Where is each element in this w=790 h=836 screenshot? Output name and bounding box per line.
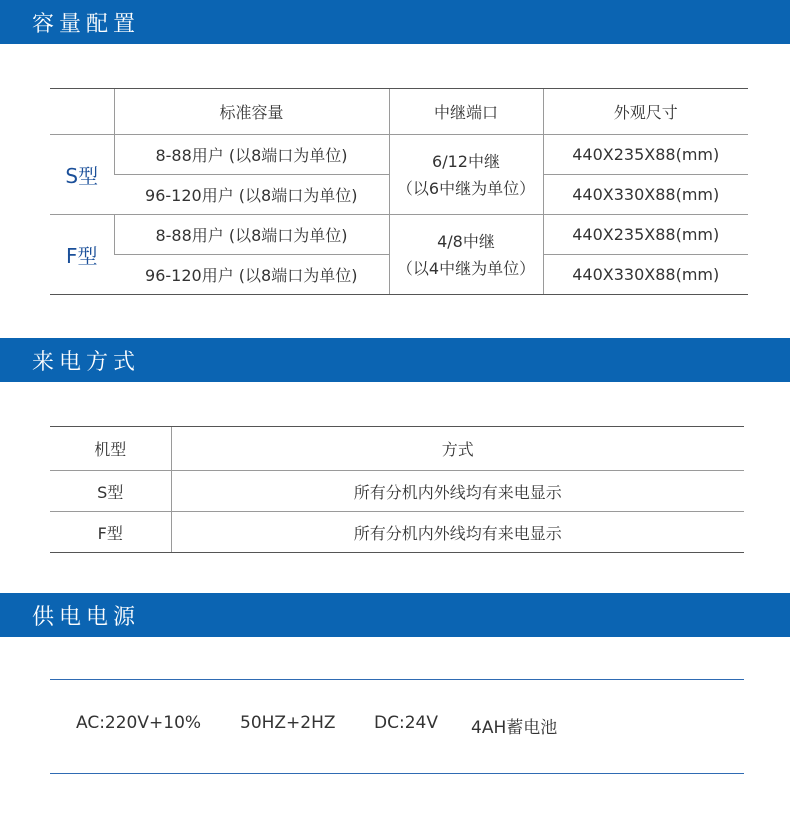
section-title-incoming: 来电方式: [32, 349, 141, 375]
table-row: [50, 135, 748, 175]
trunk-line: 4/8中继: [437, 231, 495, 251]
trunk-line: 6/12中继: [432, 151, 500, 171]
mode-cell: 所有分机内外线均有来电显示: [171, 512, 744, 553]
header-cell-empty: [50, 89, 114, 135]
table-header-row: [50, 427, 744, 471]
header-cell-capacity: 标准容量: [114, 89, 389, 135]
spec-battery: 4AH蓄电池: [471, 718, 558, 738]
header-cell-trunk: 中继端口: [389, 89, 543, 135]
section-title-capacity: 容量配置: [32, 11, 141, 37]
header-cell-size: 外观尺寸: [543, 89, 748, 135]
model-cell: S型: [50, 471, 171, 512]
capacity-cell: 96-120用户 (以8端口为单位): [114, 175, 389, 215]
header-cell-model: 机型: [50, 427, 171, 471]
model-cell-f: F型: [50, 215, 114, 295]
trunk-unit-line: （以6中继为单位）: [396, 178, 536, 198]
section-title-power: 供电电源: [32, 604, 141, 630]
size-cell: 440X330X88(mm): [543, 255, 748, 295]
section-header-capacity: [0, 0, 790, 44]
capacity-cell: 8-88用户 (以8端口为单位): [114, 135, 389, 175]
divider-bottom: [50, 773, 744, 774]
table-row: [50, 471, 744, 512]
header-cell-mode: 方式: [171, 427, 744, 471]
section-header-power: [0, 593, 790, 637]
capacity-cell: 96-120用户 (以8端口为单位): [114, 255, 389, 295]
trunk-cell-f: [389, 215, 543, 295]
spec-ac: AC:220V+10%: [76, 713, 202, 733]
capacity-cell: 8-88用户 (以8端口为单位): [114, 215, 389, 255]
power-specs: [76, 713, 557, 738]
size-cell: 440X330X88(mm): [543, 175, 748, 215]
incoming-call-table: [50, 426, 744, 553]
size-cell: 440X235X88(mm): [543, 215, 748, 255]
size-cell: 440X235X88(mm): [543, 135, 748, 175]
trunk-unit-line: （以4中继为单位）: [396, 258, 536, 278]
section-header-incoming: [0, 338, 790, 382]
table-header-row: [50, 89, 748, 135]
table-row: [50, 215, 748, 255]
model-cell: F型: [50, 512, 171, 553]
trunk-cell-s: [389, 135, 543, 215]
divider-top: [50, 679, 744, 680]
model-cell-s: S型: [50, 135, 114, 215]
spec-dc: DC:24V: [374, 713, 438, 733]
mode-cell: 所有分机内外线均有来电显示: [171, 471, 744, 512]
capacity-table: [50, 88, 748, 295]
table-row: [50, 512, 744, 553]
spec-frequency: 50HZ+2HZ: [240, 713, 336, 733]
